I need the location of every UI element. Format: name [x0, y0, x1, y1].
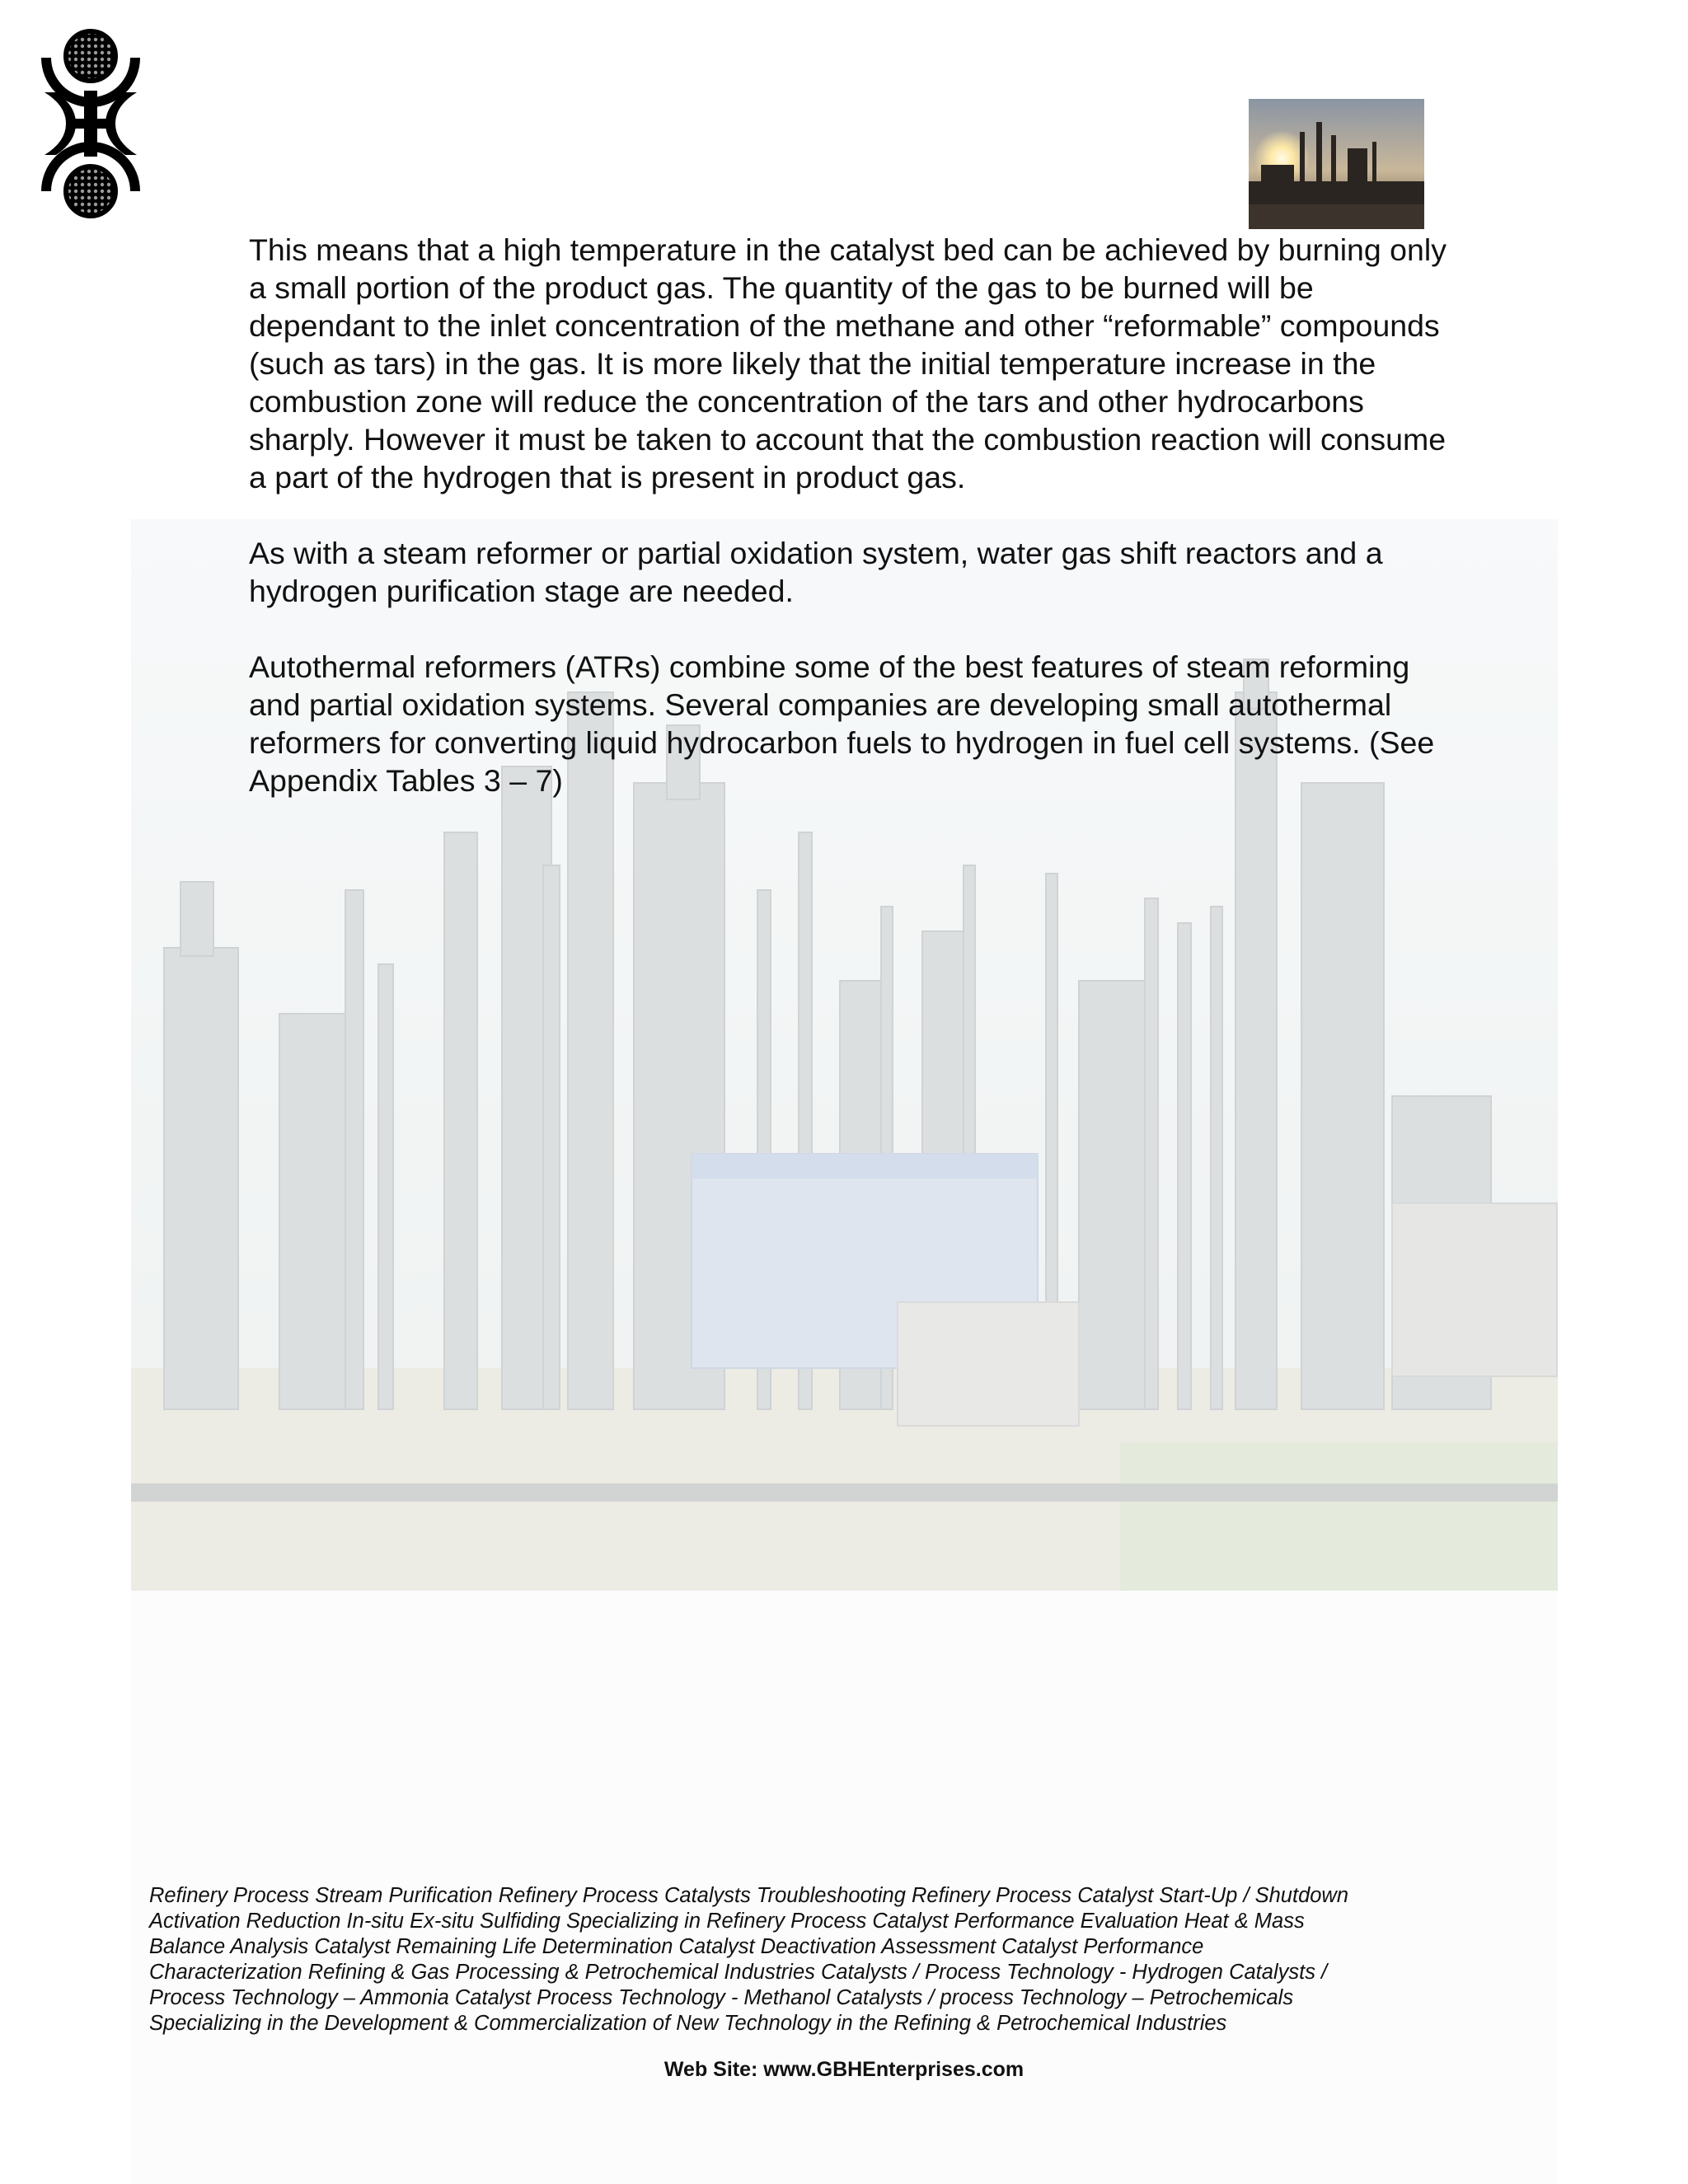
footer-service-tags — [149, 1883, 1443, 2036]
body-paragraph: As with a steam reformer or partial oxidation system, water gas shift reactors and a hydrogen purification stage are needed. — [249, 536, 1383, 608]
body-text — [249, 231, 1452, 837]
footer-tag-line: Refinery Process Stream Purification Refinery Process Catalysts Troubleshooting Refinery Process Catalyst Start-Up / Shutdown — [149, 1884, 1349, 1907]
body-paragraph: Autothermal reformers (ATRs) combine some of the best features of steam reforming and partial oxidation systems. Several companies are developing small autothermal reformers for converting liquid hydrocarbon fuels to hydrogen in fuel cell systems. (See Appendix Tables 3 – 7) — [249, 649, 1435, 798]
footer-tag-line: Characterization Refining & Gas Processing & Petrochemical Industries Catalysts / Process Technology - Hydrogen Catalysts / — [149, 1961, 1328, 1984]
gbh-logo-icon — [33, 16, 148, 223]
footer-tag-line: Activation Reduction In-situ Ex-situ Sulfiding Specializing in Refinery Process Catalyst Performance Evaluation Heat & Mass — [149, 1910, 1305, 1933]
website-link[interactable]: Web Site: www.GBHEnterprises.com — [663, 2058, 1025, 2081]
footer-tag-line: Process Technology – Ammonia Catalyst Process Technology - Methanol Catalysts / process Technology – Petrochemicals — [149, 1986, 1294, 2009]
body-paragraph: This means that a high temperature in the catalyst bed can be achieved by burning only a small portion of the product gas. The quantity of the gas to be burned will be dependant to the inlet concentration of the methane and other “reformable” compounds (such as tars) in the gas. It is more likely that the initial temperature increase in the combustion zone will reduce the concentration of the tars and other hydrocarbons sharply. However it must be taken to account that the combustion reaction will consume a part of the hydrogen that is present in product gas. — [249, 232, 1447, 494]
footer-tag-line: Specializing in the Development & Commercialization of New Technology in the Refining & Petrochemical Industries — [149, 2012, 1227, 2035]
footer-tag-line: Balance Analysis Catalyst Remaining Life Determination Catalyst Deactivation Assessment Catalyst Performance — [149, 1935, 1204, 1958]
refinery-sunset-photo — [1249, 99, 1424, 229]
